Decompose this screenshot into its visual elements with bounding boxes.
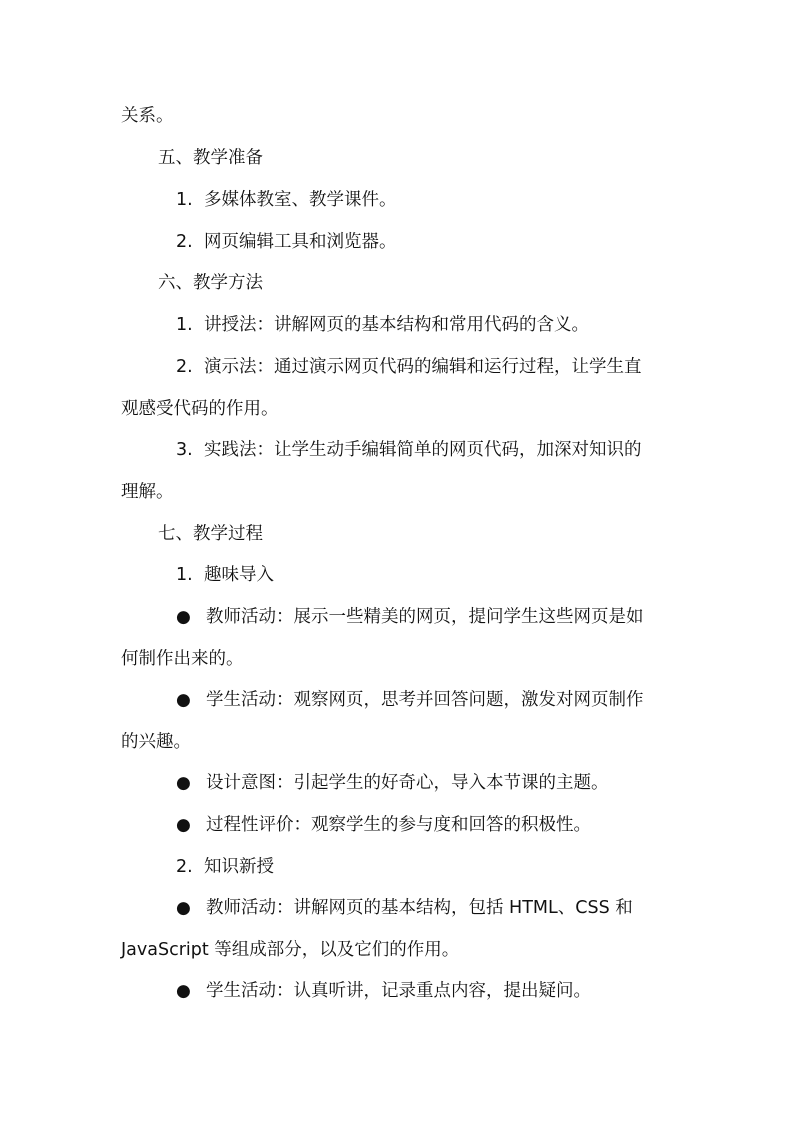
list-item (176, 231, 729, 253)
list-item-text: 多媒体教室、教学课件。 (204, 190, 397, 210)
list-number: 1. (176, 565, 193, 585)
list-number: 1. (176, 190, 193, 210)
list-item-text: 实践法：让学生动手编辑简单的网页代码，加深对知识的 (204, 440, 642, 460)
bullet-item (176, 897, 729, 919)
list-item-text: 趣味导入 (204, 565, 274, 585)
list-item-continuation (121, 481, 674, 503)
section-heading-5 (158, 147, 711, 169)
bullet-text: 学生活动：观察网页，思考并回答问题，激发对网页制作 (206, 690, 644, 710)
list-item-text: 网页编辑工具和浏览器。 (204, 232, 397, 252)
bullet-item (176, 606, 729, 628)
list-item (176, 856, 729, 878)
bullet-text: 教师活动：展示一些精美的网页，提问学生这些网页是如 (206, 607, 644, 627)
list-item (176, 356, 674, 378)
list-item (176, 564, 729, 586)
heading-text: 六、教学方法 (158, 273, 263, 293)
bullet-item (176, 772, 729, 794)
bullet-text: 何制作出来的。 (121, 649, 244, 669)
list-number: 2. (176, 357, 193, 377)
list-item-text: 理解。 (121, 482, 174, 502)
bullet-item-continuation (121, 939, 674, 961)
bullet-icon: ● (176, 981, 191, 1001)
list-item-text: 演示法：通过演示网页代码的编辑和运行过程，让学生直 (204, 357, 642, 377)
section-heading-6 (158, 272, 711, 294)
bullet-text: 学生活动：认真听讲，记录重点内容，提出疑问。 (206, 981, 591, 1001)
list-item-continuation (121, 398, 674, 420)
bullet-text: JavaScript 等组成部分，以及它们的作用。 (121, 940, 460, 960)
list-item (176, 439, 674, 461)
bullet-item (176, 689, 729, 711)
paragraph-text: 关系。 (121, 106, 174, 126)
bullet-item-continuation (121, 731, 674, 753)
list-number: 2. (176, 857, 193, 877)
list-number: 3. (176, 440, 193, 460)
list-item-text: 知识新授 (204, 857, 274, 877)
heading-text: 五、教学准备 (158, 148, 263, 168)
bullet-item-continuation (121, 648, 674, 670)
list-number: 2. (176, 232, 193, 252)
bullet-text: 的兴趣。 (121, 732, 191, 752)
list-item (176, 314, 729, 336)
section-heading-7 (158, 523, 711, 545)
bullet-text: 教师活动：讲解网页的基本结构，包括 HTML、CSS 和 (206, 898, 633, 918)
list-item (176, 189, 729, 211)
bullet-icon: ● (176, 898, 191, 918)
bullet-icon: ● (176, 690, 191, 710)
paragraph-continuation (121, 105, 674, 127)
bullet-text: 设计意图：引起学生的好奇心，导入本节课的主题。 (206, 773, 609, 793)
bullet-item (176, 814, 729, 836)
bullet-icon: ● (176, 815, 191, 835)
list-item-text: 观感受代码的作用。 (121, 399, 279, 419)
bullet-icon: ● (176, 607, 191, 627)
bullet-text: 过程性评价：观察学生的参与度和回答的积极性。 (206, 815, 591, 835)
heading-text: 七、教学过程 (158, 524, 263, 544)
list-number: 1. (176, 315, 193, 335)
bullet-item (176, 980, 729, 1002)
bullet-icon: ● (176, 773, 191, 793)
list-item-text: 讲授法：讲解网页的基本结构和常用代码的含义。 (204, 315, 589, 335)
